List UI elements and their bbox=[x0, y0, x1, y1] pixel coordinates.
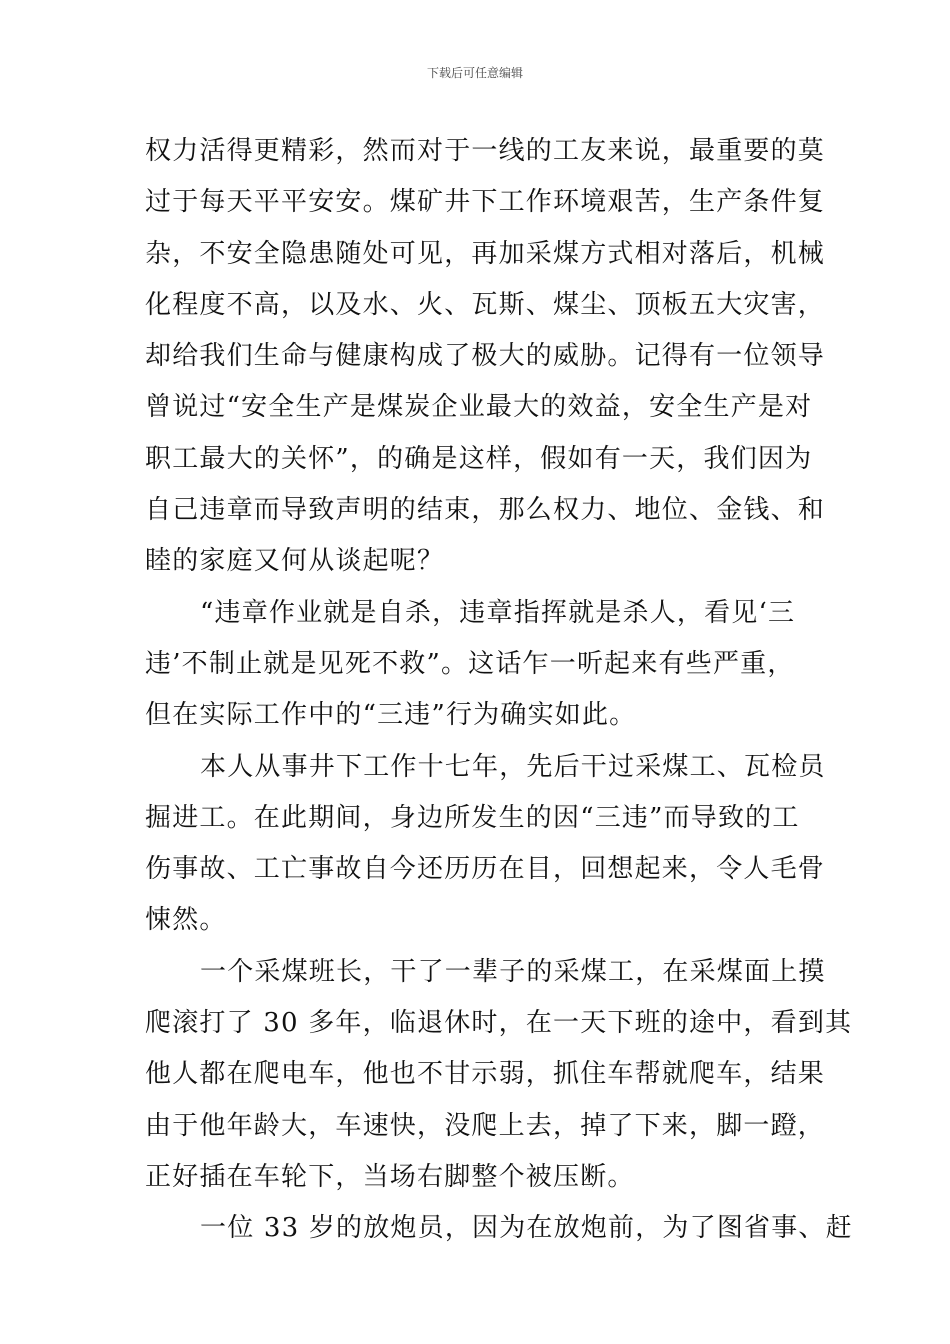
text-line: 伤事故、工亡事故自今还历历在目，回想起来，令人毛骨 bbox=[145, 854, 826, 885]
text-line: 自己违章而导致声明的结束，那么权力、地位、金钱、和 bbox=[145, 495, 826, 526]
text-line: 睦的家庭又何从谈起呢？ bbox=[145, 546, 445, 577]
text-line: 爬滚打了 30 多年，临退休时，在一天下班的途中，看到其 bbox=[145, 1008, 853, 1039]
text-line: 但在实际工作中的“三违”行为确实如此。 bbox=[145, 700, 637, 731]
text-line: 曾说过“安全生产是煤炭企业最大的效益，安全生产是对 bbox=[145, 392, 813, 423]
text-line: 却给我们生命与健康构成了极大的威胁。记得有一位领导 bbox=[145, 341, 826, 372]
paragraph-first-line: 一个采煤班长，干了一辈子的采煤工，在采煤面上摸 bbox=[200, 956, 826, 987]
text-line: 由于他年龄大，车速快，没爬上去，掉了下来，脚一蹬， bbox=[145, 1110, 826, 1141]
paragraph-first-line: 一位 33 岁的放炮员，因为在放炮前，为了图省事、赶 bbox=[200, 1213, 853, 1244]
text-line: 化程度不高，以及水、火、瓦斯、煤尘、顶板五大灾害， bbox=[145, 289, 826, 320]
text-line: 权力活得更精彩，然而对于一线的工友来说，最重要的莫 bbox=[145, 136, 826, 166]
text-line: 杂，不安全隐患随处可见，再加采煤方式相对落后，机械 bbox=[145, 238, 826, 269]
text-line: 职工最大的关怀”，的确是这样，假如有一天，我们因为 bbox=[145, 443, 813, 474]
paragraph-first-line: “违章作业就是自杀，违章指挥就是杀人，看见‘三 bbox=[200, 597, 796, 628]
paragraph-first-line: 本人从事井下工作十七年，先后干过采煤工、瓦检员 bbox=[200, 751, 826, 782]
text-line: 他人都在爬电车，他也不甘示弱，抓住车帮就爬车，结果 bbox=[145, 1059, 826, 1090]
text-line: 掘进工。在此期间，身边所发生的因“三违”而导致的工 bbox=[145, 802, 800, 833]
text-line: 悚然。 bbox=[145, 905, 227, 936]
document-body bbox=[145, 126, 853, 1255]
page-header: 下载后可任意编辑 bbox=[426, 66, 523, 80]
text-line: 正好插在车轮下，当场右脚整个被压断。 bbox=[145, 1161, 635, 1192]
text-line: 违’不制止就是见死不救”。这话乍一听起来有些严重， bbox=[145, 648, 795, 679]
text-line: 过于每天平平安安。煤矿井下工作环境艰苦，生产条件复 bbox=[145, 187, 826, 218]
